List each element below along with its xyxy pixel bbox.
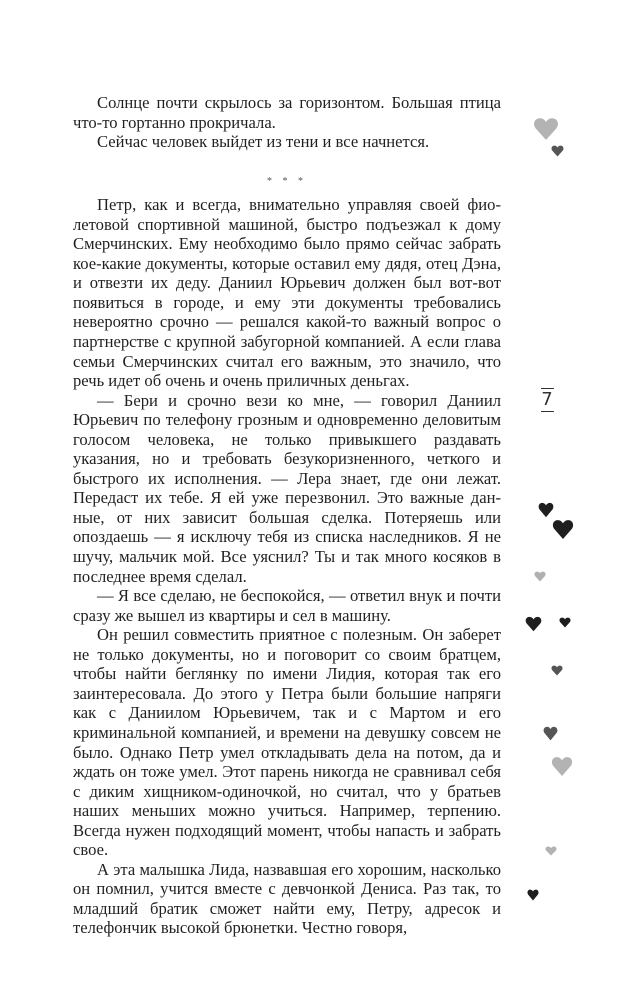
- page-number: [539, 388, 555, 412]
- paragraph-5: А эта малышка Лида, назвавшая его хорошим, насколько он помнил, учится вместе с девчонкой Дениса. Раз так, то младший братик сможет найти ему, Петру, адресок и телефончик высокой брюнетки. Честно говоря,: [73, 859, 501, 938]
- heart-icon: [527, 889, 539, 901]
- heart-icon: [559, 617, 571, 628]
- paragraph-2: — Бери и срочно вези ко мне, — говорил Даниил Юрьевич по телефону грозным и одновременно деловитым голосом человека, не только привыкшего раздавать указания, но и требовать безукоризненного, четкого и быстрого их исполнения. — Лера знает, где они лежат. Передаст их тебе. Я ей уже перезвонил. Это важные данные, от них зависит большая сделка. Потеряешь или опоздаешь — я исключу тебя из списка наследников. Я не шучу, мальчик мой. Все уяснил? Ты и так много косяков в последнее время сделал.: [73, 390, 501, 586]
- heart-icon: [543, 726, 558, 741]
- scene-break: * * *: [267, 175, 307, 187]
- heart-icon: [551, 145, 564, 157]
- heart-icon: [551, 665, 563, 676]
- paragraph-opening-2: Сейчас человек выйдет из тени и все начнется.: [97, 132, 430, 152]
- heart-icon: [525, 616, 542, 632]
- page-number-rule-bottom: [541, 411, 554, 412]
- heart-icon: [545, 846, 557, 856]
- heart-icon: [538, 502, 554, 518]
- heart-icon: [534, 571, 546, 582]
- paragraph-1: Петр, как и всегда, внимательно управляя своей фиолетовой спортивной машиной, быстро подъезжал к дому Смерчинских. Ему необходимо было прямо сейчас забрать кое-какие документы, которые оставил ему дядя, отец Дэна, и отвезти их деду. Даниил Юрьевич должен был вот-вот появиться в городе, и ему эти документы требовались невероятно срочно — решался какой-то важный вопрос о партнерстве с крупной забугорной компанией. А если глава семьи Смерчинских считал его важным, это значило, что речь идет об очень и очень приличных деньгах.: [73, 195, 501, 391]
- heart-icon: [533, 117, 559, 141]
- text-column: [73, 93, 501, 938]
- page-number-value: 7: [541, 389, 553, 410]
- paragraph-opening-1: Солнце почти скрылось за горизонтом. Большая птица что-то гортанно прокричала.: [73, 93, 501, 132]
- paragraph-4: Он решил совместить приятное с полезным. Он заберет не только документы, но и поговорит со своим братцем, чтобы найти беглянку по имени Лидия, которая так его заинтересовала. До этого у Петра были большие напряги как с Даниилом Юрьевичем, так и с Мартом и его криминальной компанией, и времени на девушку совсем не было. Однако Петр умел откладывать дела на потом, да и ждать он тоже умел. Этот парень никогда не сравнивал себя с диким хищником-одиночкой, но считал, что у братьев наших меньших можно учиться. Например, терпению. Всегда нужен подходящий момент, чтобы напасть и забрать свое.: [73, 625, 501, 860]
- paragraph-3: — Я все сделаю, не беспокойся, — ответил внук и почти сразу же вышел из квартиры и сел в машину.: [73, 586, 501, 625]
- heart-icon: [552, 519, 574, 540]
- heart-icon: [551, 756, 573, 777]
